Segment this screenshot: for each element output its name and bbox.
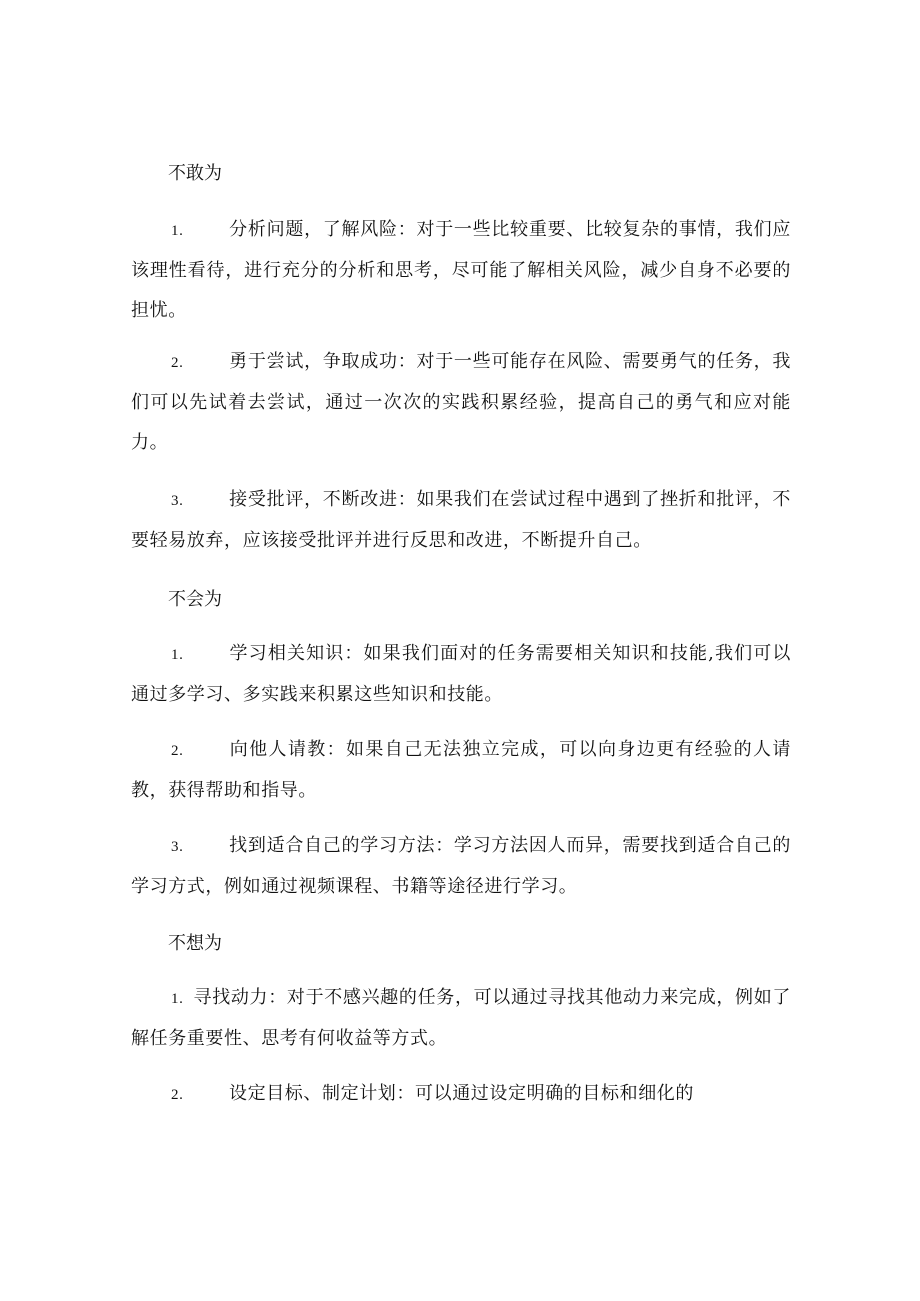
- item-text: 接受批评，不断改进：如果我们在尝试过程中遇到了挫折和批评，不要轻易放弃，应该接受批评并进行反思和改进，不断提升自己。: [131, 489, 791, 551]
- list-item: [131, 978, 791, 1059]
- list-item: [131, 730, 791, 811]
- item-text: 学习相关知识：如果我们面对的任务需要相关知识和技能,我们可以通过多学习、多实践来积累这些知识和技能。: [131, 643, 791, 705]
- list-item: [131, 826, 791, 907]
- item-text: 勇于尝试，争取成功：对于一些可能存在风险、需要勇气的任务，我们可以先试着去尝试，通过一次次的实践积累经验，提高自己的勇气和应对能力。: [131, 351, 791, 453]
- item-number: 2.: [171, 1087, 184, 1103]
- item-number: 3.: [171, 493, 184, 509]
- list-item: [131, 342, 791, 463]
- item-number: 1.: [171, 991, 184, 1007]
- list-item: [131, 634, 791, 715]
- item-text: 寻找动力：对于不感兴趣的任务，可以通过寻找其他动力来完成，例如了解任务重要性、思考有何收益等方式。: [131, 987, 791, 1049]
- item-text: 分析问题，了解风险：对于一些比较重要、比较复杂的事情，我们应该理性看待，进行充分的分析和思考，尽可能了解相关风险，减少自身不必要的担忧。: [131, 219, 791, 321]
- item-number: 3.: [171, 839, 184, 855]
- list-item: [131, 210, 791, 331]
- section-heading: 不会为: [168, 589, 222, 610]
- item-number: 1.: [171, 647, 184, 663]
- item-number: 1.: [171, 223, 184, 239]
- section-heading: 不敢为: [168, 163, 222, 184]
- list-item: [131, 480, 791, 561]
- item-text: 找到适合自己的学习方法：学习方法因人而异，需要找到适合自己的学习方式，例如通过视频课程、书籍等途径进行学习。: [131, 835, 791, 897]
- item-text: 设定目标、制定计划：可以通过设定明确的目标和细化的: [229, 1083, 694, 1104]
- section-heading: 不想为: [168, 933, 222, 954]
- item-number: 2.: [171, 355, 184, 371]
- list-item: [131, 1074, 791, 1115]
- item-text: 向他人请教：如果自己无法独立完成，可以向身边更有经验的人请教，获得帮助和指导。: [131, 739, 791, 801]
- item-number: 2.: [171, 743, 184, 759]
